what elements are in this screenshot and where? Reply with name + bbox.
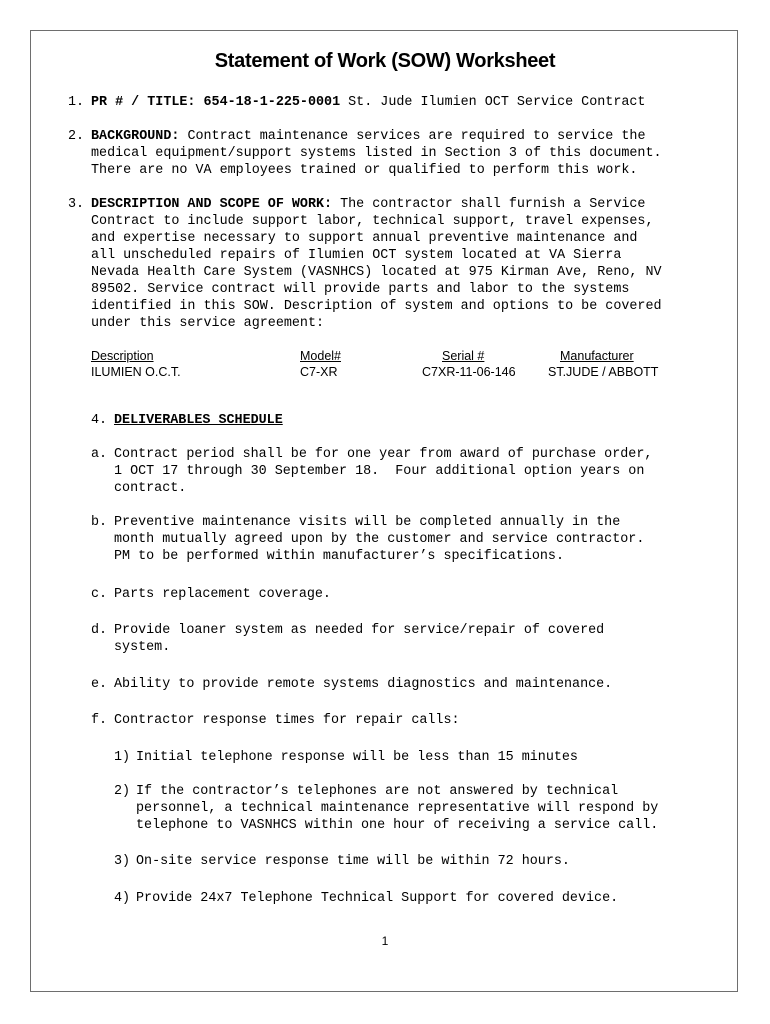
item-a-line-2: 1 OCT 17 through 30 September 18. Four additional option years on <box>114 464 645 479</box>
section-4-heading: DELIVERABLES SCHEDULE <box>114 413 283 428</box>
section-1-heading: PR # / TITLE: 654-18-1-225-0001 <box>91 95 341 110</box>
cell-description: ILUMIEN O.C.T. <box>91 365 181 379</box>
item-e-line-1: Ability to provide remote systems diagnostics and maintenance. <box>114 677 613 692</box>
sub-2-line-1: If the contractor’s telephones are not answered by technical <box>136 784 619 799</box>
section-3-heading: DESCRIPTION AND SCOPE OF WORK: <box>91 197 333 212</box>
cell-manufacturer: ST.JUDE / ABBOTT <box>548 365 659 379</box>
header-model: Model# <box>300 349 341 363</box>
section-2-line-3: There are no VA employees trained or qualified to perform this work. <box>91 163 638 178</box>
sub-4-line-1: Provide 24x7 Telephone Technical Support for covered device. <box>136 891 619 906</box>
item-d-label: d. <box>91 623 108 638</box>
item-f-label: f. <box>91 713 108 728</box>
header-serial: Serial # <box>442 349 485 363</box>
section-1-text: St. Jude Ilumien OCT Service Contract <box>340 95 646 110</box>
sub-3-label: 3) <box>114 854 131 869</box>
item-c-line-1: Parts replacement coverage. <box>114 587 331 602</box>
section-2-heading: BACKGROUND: <box>91 129 180 144</box>
section-3-line-2: Contract to include support labor, technical support, travel expenses, <box>91 214 654 229</box>
cell-model: C7-XR <box>300 365 338 379</box>
sub-2-line-2: personnel, a technical maintenance representative will respond by <box>136 801 659 816</box>
item-d-line-2: system. <box>114 640 171 655</box>
section-3-line-6: 89502. Service contract will provide parts and labor to the systems <box>91 282 630 297</box>
item-e-label: e. <box>91 677 108 692</box>
header-manufacturer: Manufacturer <box>560 349 634 363</box>
section-2-line-2: medical equipment/support systems listed in Section 3 of this document. <box>91 146 662 161</box>
header-description: Description <box>91 349 154 363</box>
section-2-number: 2. <box>68 129 85 144</box>
item-d-line-1: Provide loaner system as needed for service/repair of covered <box>114 623 605 638</box>
sub-2-line-3: telephone to VASNHCS within one hour of receiving a service call. <box>136 818 659 833</box>
item-f-line-1: Contractor response times for repair calls: <box>114 713 460 728</box>
section-3-line-1 <box>91 196 645 213</box>
section-1-line <box>91 94 645 111</box>
item-c-label: c. <box>91 587 108 602</box>
sub-1-line-1: Initial telephone response will be less than 15 minutes <box>136 750 578 765</box>
sub-2-label: 2) <box>114 784 131 799</box>
item-a-label: a. <box>91 447 108 462</box>
item-b-line-1: Preventive maintenance visits will be completed annually in the <box>114 515 621 530</box>
section-2-text: Contract maintenance services are required to service the <box>179 129 646 144</box>
cell-serial: C7XR-11-06-146 <box>422 365 516 379</box>
section-3-line-5: Nevada Health Care System (VASNHCS) located at 975 Kirman Ave, Reno, NV <box>91 265 662 280</box>
section-4-number: 4. <box>91 413 108 428</box>
sub-1-label: 1) <box>114 750 131 765</box>
sub-3-line-1: On-site service response time will be within 72 hours. <box>136 854 570 869</box>
document-title: Statement of Work (SOW) Worksheet <box>214 50 556 72</box>
section-3-text: The contractor shall furnish a Service <box>332 197 646 212</box>
item-a-line-1: Contract period shall be for one year from award of purchase order, <box>114 447 653 462</box>
section-1-number: 1. <box>68 95 85 110</box>
section-2-line-1 <box>91 128 645 145</box>
section-3-line-7: identified in this SOW. Description of system and options to be covered <box>91 299 662 314</box>
sub-4-label: 4) <box>114 891 131 906</box>
section-3-number: 3. <box>68 197 85 212</box>
section-3-line-4: all unscheduled repairs of Ilumien OCT system located at VA Sierra <box>91 248 622 263</box>
section-3-line-8: under this service agreement: <box>91 316 325 331</box>
item-b-label: b. <box>91 515 108 530</box>
item-a-line-3: contract. <box>114 481 187 496</box>
section-3-line-3: and expertise necessary to support annual preventive maintenance and <box>91 231 638 246</box>
page-number: 1 <box>381 934 389 948</box>
item-b-line-3: PM to be performed within manufacturer’s specifications. <box>114 549 564 564</box>
item-b-line-2: month mutually agreed upon by the customer and service contractor. <box>114 532 645 547</box>
